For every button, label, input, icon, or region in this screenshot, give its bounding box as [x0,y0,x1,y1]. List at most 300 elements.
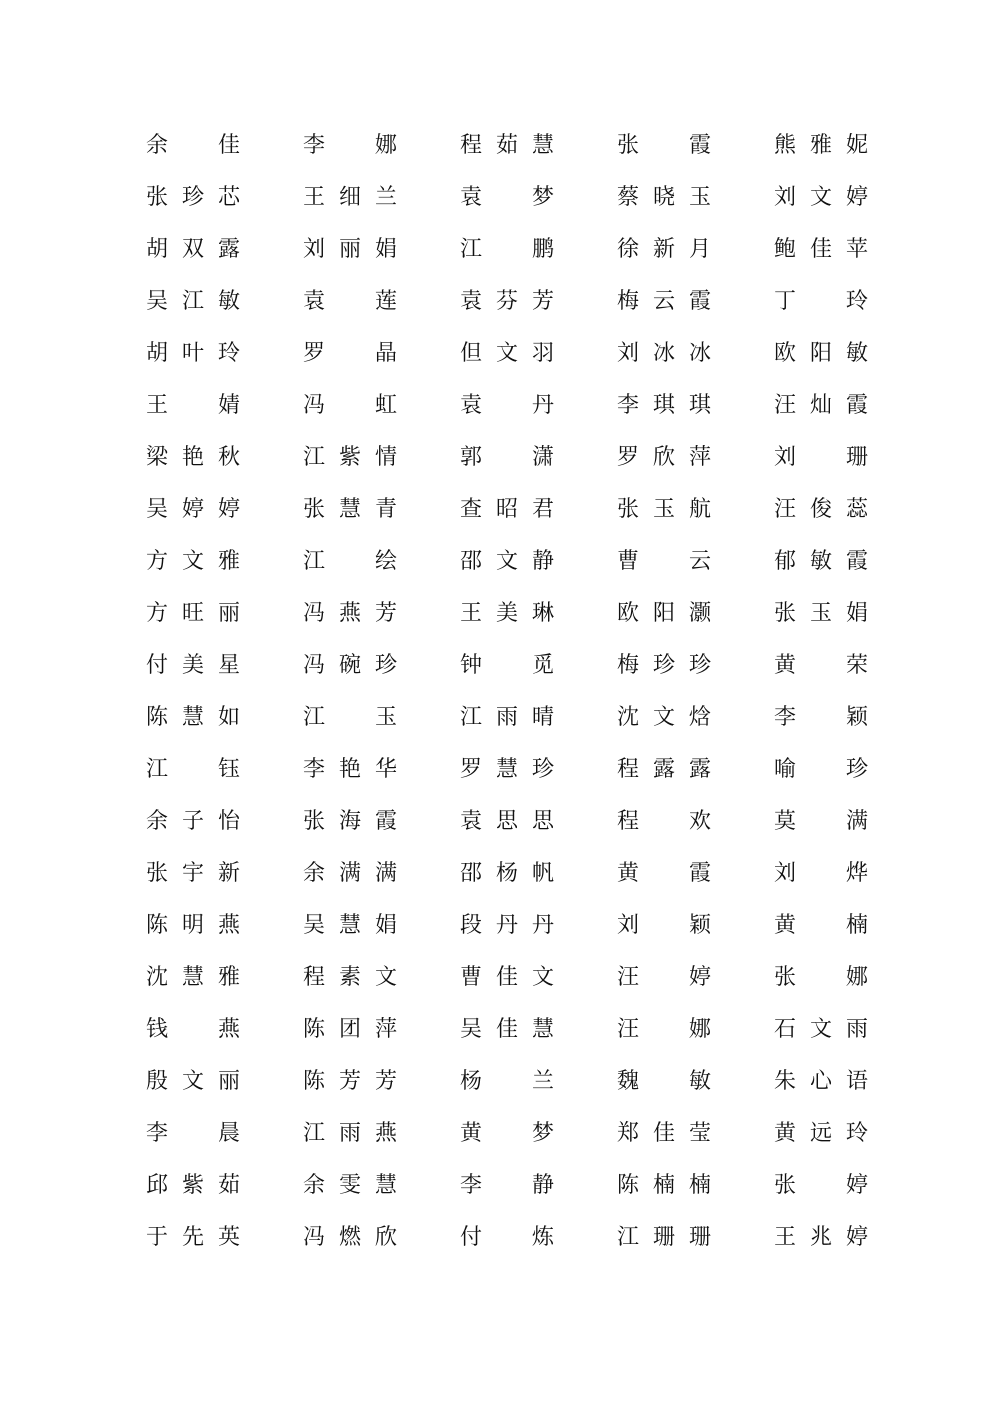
name-character: 莲 [374,289,397,314]
name-character: 欢 [688,809,711,834]
name-character: 张 [145,861,168,886]
name-entry [773,848,869,900]
name-character: 吴 [302,913,325,938]
name-entry [459,484,555,536]
name-character: 罗 [459,757,482,782]
name-character: 刘 [773,445,796,470]
name-character: 艳 [338,757,361,782]
name-character: 燕 [217,913,240,938]
name-entry [302,484,398,536]
name-character: 佳 [217,133,240,158]
name-character: 云 [688,549,711,574]
name-character: 婷 [688,965,711,990]
name-character: 燕 [374,1121,397,1146]
name-entry [145,224,241,276]
name-character: 李 [773,705,796,730]
name-entry [302,432,398,484]
name-character: 秋 [217,445,240,470]
name-character: 霞 [374,809,397,834]
name-character: 陈 [616,1173,639,1198]
name-character: 新 [217,861,240,886]
name-character: 胡 [145,341,168,366]
name-entry [773,1004,869,1056]
name-entry [616,1056,712,1108]
name-character: 叶 [181,341,204,366]
name-character: 怡 [217,809,240,834]
name-character: 江 [145,757,168,782]
name-character: 陈 [302,1069,325,1094]
name-character: 曹 [459,965,482,990]
name-character: 文 [809,185,832,210]
name-character: 霞 [688,289,711,314]
name-entry [459,120,555,172]
name-character: 冰 [688,341,711,366]
name-entry [145,1160,241,1212]
name-character: 张 [773,601,796,626]
name-entry [773,1056,869,1108]
name-character: 江 [302,705,325,730]
name-entry [616,1160,712,1212]
name-entry [145,692,241,744]
name-entry [302,1212,398,1264]
name-character: 方 [145,549,168,574]
name-character: 芬 [495,289,518,314]
name-character: 刘 [616,341,639,366]
name-entry [145,120,241,172]
name-entry [616,484,712,536]
name-character: 华 [374,757,397,782]
name-character: 远 [809,1121,832,1146]
name-character: 晴 [531,705,554,730]
name-character: 刘 [616,913,639,938]
name-character: 美 [495,601,518,626]
name-character: 张 [302,497,325,522]
name-character: 冯 [302,653,325,678]
name-character: 星 [217,653,240,678]
name-entry [773,536,869,588]
name-character: 文 [374,965,397,990]
name-character: 英 [217,1225,240,1250]
name-character: 慧 [495,757,518,782]
name-entry [145,328,241,380]
name-entry [459,432,555,484]
name-entry [459,796,555,848]
name-character: 丽 [217,1069,240,1094]
name-character: 王 [302,185,325,210]
name-character: 蕊 [845,497,868,522]
name-character: 潇 [531,445,554,470]
name-character: 燕 [217,1017,240,1042]
name-character: 娜 [374,133,397,158]
name-entry [616,640,712,692]
name-character: 双 [181,237,204,262]
name-entry [773,484,869,536]
name-character: 茹 [217,1173,240,1198]
name-entry [459,1160,555,1212]
name-character: 魏 [616,1069,639,1094]
name-character: 熊 [773,133,796,158]
name-entry [459,588,555,640]
name-entry [302,640,398,692]
name-character: 朱 [773,1069,796,1094]
name-character: 陈 [145,705,168,730]
name-character: 茹 [495,133,518,158]
name-character: 细 [338,185,361,210]
name-character: 兰 [531,1069,554,1094]
name-character: 羽 [531,341,554,366]
name-character: 但 [459,341,482,366]
name-character: 婷 [217,497,240,522]
name-character: 珊 [688,1225,711,1250]
name-entry [459,380,555,432]
name-character: 雅 [217,549,240,574]
name-entry [459,1056,555,1108]
name-character: 阳 [809,341,832,366]
name-entry [302,588,398,640]
name-character: 敏 [845,341,868,366]
name-character: 思 [531,809,554,834]
name-character: 江 [302,1121,325,1146]
name-entry [302,1004,398,1056]
name-character: 琪 [652,393,675,418]
name-entry [616,1004,712,1056]
name-character: 旺 [181,601,204,626]
name-character: 刘 [302,237,325,262]
name-entry [145,848,241,900]
name-character: 佳 [652,1121,675,1146]
name-character: 程 [616,809,639,834]
name-character: 吴 [145,289,168,314]
name-character: 陈 [145,913,168,938]
name-character: 静 [531,549,554,574]
name-character: 付 [459,1225,482,1250]
name-character: 雨 [845,1017,868,1042]
name-character: 烨 [845,861,868,886]
name-entry [616,796,712,848]
name-character: 莫 [773,809,796,834]
name-character: 晶 [374,341,397,366]
name-character: 芳 [374,601,397,626]
name-character: 梁 [145,445,168,470]
name-character: 郑 [616,1121,639,1146]
name-character: 霞 [845,393,868,418]
name-character: 查 [459,497,482,522]
name-character: 胡 [145,237,168,262]
name-character: 付 [145,653,168,678]
name-entry [145,1108,241,1160]
name-entry [773,1108,869,1160]
name-entry [459,536,555,588]
name-character: 郁 [773,549,796,574]
name-entry [145,380,241,432]
name-character: 段 [459,913,482,938]
name-character: 钰 [217,757,240,782]
name-character: 丁 [773,289,796,314]
name-character: 珍 [374,653,397,678]
name-character: 鲍 [773,237,796,262]
name-character: 殷 [145,1069,168,1094]
name-character: 情 [374,445,397,470]
name-character: 冯 [302,393,325,418]
name-character: 李 [145,1121,168,1146]
name-list-grid [145,120,875,1264]
name-character: 芳 [338,1069,361,1094]
name-character: 婷 [845,1173,868,1198]
name-entry [616,328,712,380]
name-character: 袁 [459,185,482,210]
name-character: 邵 [459,861,482,886]
name-entry [773,692,869,744]
name-character: 文 [531,965,554,990]
name-entry [302,1056,398,1108]
name-character: 丽 [338,237,361,262]
name-entry [302,536,398,588]
name-character: 佳 [809,237,832,262]
name-character: 娟 [374,237,397,262]
name-character: 江 [616,1225,639,1250]
name-character: 江 [181,289,204,314]
name-entry [616,900,712,952]
name-character: 灏 [688,601,711,626]
name-character: 于 [145,1225,168,1250]
name-entry [302,900,398,952]
name-character: 灿 [809,393,832,418]
name-character: 珊 [652,1225,675,1250]
name-character: 思 [495,809,518,834]
name-character: 汪 [616,1017,639,1042]
name-character: 石 [773,1017,796,1042]
name-character: 燃 [338,1225,361,1250]
name-character: 汪 [616,965,639,990]
name-character: 心 [809,1069,832,1094]
name-character: 钱 [145,1017,168,1042]
name-character: 冰 [652,341,675,366]
name-character: 江 [459,705,482,730]
name-character: 子 [181,809,204,834]
name-entry [616,848,712,900]
name-character: 雯 [338,1173,361,1198]
name-character: 蔡 [616,185,639,210]
name-character: 梅 [616,653,639,678]
name-character: 艳 [181,445,204,470]
name-character: 雨 [495,705,518,730]
name-character: 慧 [181,705,204,730]
name-character: 黄 [616,861,639,886]
name-character: 方 [145,601,168,626]
name-entry [616,1212,712,1264]
name-character: 徐 [616,237,639,262]
name-entry [459,1108,555,1160]
name-character: 珍 [688,653,711,678]
name-character: 汪 [773,497,796,522]
name-entry [459,224,555,276]
name-character: 鹏 [531,237,554,262]
name-character: 虹 [374,393,397,418]
name-character: 青 [374,497,397,522]
name-character: 霞 [688,861,711,886]
name-character: 明 [181,913,204,938]
name-entry [773,276,869,328]
name-character: 吴 [145,497,168,522]
name-entry [145,640,241,692]
name-entry [616,380,712,432]
name-character: 邱 [145,1173,168,1198]
name-character: 玲 [845,1121,868,1146]
name-character: 颖 [688,913,711,938]
name-entry [302,276,398,328]
name-character: 佳 [495,965,518,990]
name-character: 萍 [688,445,711,470]
name-character: 焓 [688,705,711,730]
name-character: 敏 [688,1069,711,1094]
name-character: 玉 [809,601,832,626]
name-character: 程 [459,133,482,158]
name-entry [145,536,241,588]
name-character: 李 [459,1173,482,1198]
name-character: 玉 [374,705,397,730]
name-character: 王 [773,1225,796,1250]
name-character: 喻 [773,757,796,782]
name-character: 陈 [302,1017,325,1042]
name-character: 昭 [495,497,518,522]
name-character: 沈 [616,705,639,730]
name-character: 燕 [338,601,361,626]
name-character: 钟 [459,653,482,678]
name-character: 露 [652,757,675,782]
name-entry [302,120,398,172]
name-character: 晓 [652,185,675,210]
name-character: 娟 [845,601,868,626]
name-entry [773,432,869,484]
name-character: 满 [374,861,397,886]
name-character: 罗 [302,341,325,366]
name-character: 郭 [459,445,482,470]
name-entry [459,640,555,692]
name-character: 黄 [773,913,796,938]
name-character: 丹 [531,913,554,938]
name-character: 吴 [459,1017,482,1042]
name-character: 珊 [845,445,868,470]
name-entry [616,744,712,796]
name-character: 慧 [531,133,554,158]
name-character: 张 [302,809,325,834]
name-character: 袁 [459,393,482,418]
name-character: 苹 [845,237,868,262]
name-character: 如 [217,705,240,730]
name-character: 沈 [145,965,168,990]
name-character: 敏 [809,549,832,574]
name-character: 霞 [845,549,868,574]
name-character: 婷 [845,1225,868,1250]
name-entry [302,172,398,224]
name-entry [459,1212,555,1264]
name-character: 琳 [531,601,554,626]
name-character: 余 [145,809,168,834]
name-entry [459,900,555,952]
name-character: 萍 [374,1017,397,1042]
name-character: 云 [652,289,675,314]
name-character: 张 [616,133,639,158]
name-character: 满 [338,861,361,886]
name-character: 霞 [688,133,711,158]
name-entry [773,588,869,640]
name-character: 兰 [374,185,397,210]
name-character: 觅 [531,653,554,678]
name-character: 珍 [531,757,554,782]
name-character: 先 [181,1225,204,1250]
name-entry [773,1160,869,1212]
name-character: 佳 [495,1017,518,1042]
name-character: 欣 [374,1225,397,1250]
name-entry [302,1160,398,1212]
name-entry [302,380,398,432]
name-character: 袁 [459,809,482,834]
name-character: 黄 [459,1121,482,1146]
name-entry [302,1108,398,1160]
name-entry [145,484,241,536]
name-entry [616,120,712,172]
name-character: 刘 [773,861,796,886]
name-entry [616,692,712,744]
name-character: 珍 [652,653,675,678]
name-character: 慧 [338,913,361,938]
name-entry [145,1056,241,1108]
name-entry [773,380,869,432]
name-character: 文 [181,1069,204,1094]
name-entry [459,744,555,796]
name-entry [616,224,712,276]
name-character: 芳 [531,289,554,314]
name-character: 黄 [773,1121,796,1146]
name-entry [616,172,712,224]
name-entry [145,276,241,328]
name-character: 欧 [773,341,796,366]
name-character: 杨 [495,861,518,886]
name-character: 莹 [688,1121,711,1146]
name-character: 程 [616,757,639,782]
name-entry [302,848,398,900]
name-character: 航 [688,497,711,522]
name-entry [616,952,712,1004]
name-character: 娜 [688,1017,711,1042]
name-character: 玉 [652,497,675,522]
name-entry [616,1108,712,1160]
name-character: 张 [145,185,168,210]
name-character: 文 [495,341,518,366]
name-entry [459,1004,555,1056]
name-entry [773,640,869,692]
name-character: 罗 [616,445,639,470]
name-character: 颖 [845,705,868,730]
name-character: 李 [302,133,325,158]
name-character: 文 [652,705,675,730]
name-entry [302,692,398,744]
name-entry [145,1212,241,1264]
name-entry [773,1212,869,1264]
name-entry [616,588,712,640]
name-character: 丹 [495,913,518,938]
name-character: 娜 [845,965,868,990]
name-entry [773,120,869,172]
name-character: 阳 [652,601,675,626]
name-character: 楠 [652,1173,675,1198]
name-character: 张 [773,965,796,990]
name-character: 张 [616,497,639,522]
name-character: 雅 [809,133,832,158]
name-entry [616,432,712,484]
name-character: 江 [302,445,325,470]
name-character: 曹 [616,549,639,574]
